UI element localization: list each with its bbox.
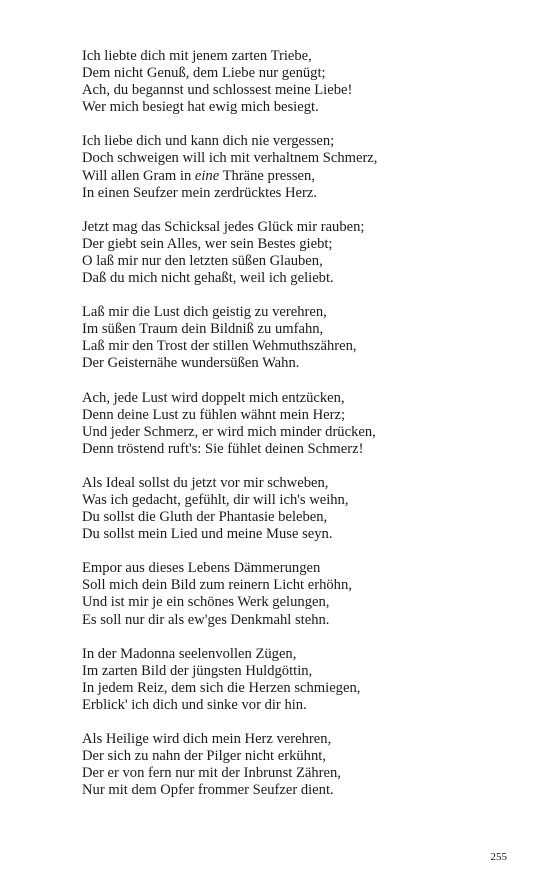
poem-line: Nur mit dem Opfer frommer Seufzer dient. bbox=[82, 782, 334, 799]
poem-line: Daß du mich nicht gehaßt, weil ich geliebt. bbox=[82, 270, 334, 287]
poem-line: Erblick' ich dich und sinke vor dir hin. bbox=[82, 696, 307, 713]
poem-line: In der Madonna seelenvollen Zügen, bbox=[82, 645, 297, 662]
poem-line: Du sollst mein Lied und meine Muse seyn. bbox=[82, 526, 333, 543]
stanza bbox=[82, 133, 522, 201]
poem-line: Was ich gedacht, gefühlt, dir will ich's weihn, bbox=[82, 491, 349, 508]
poem-line: Der er von fern nur mit der Inbrunst Zähren, bbox=[82, 765, 341, 782]
poem-line: Ach, jede Lust wird doppelt mich entzücken, bbox=[82, 389, 345, 406]
poem-line: Es soll nur dir als ew'ges Denkmahl stehn. bbox=[82, 611, 330, 628]
poem-line: Ich liebte dich mit jenem zarten Triebe, bbox=[82, 48, 312, 64]
emphasized-word: eine bbox=[194, 167, 220, 184]
poem-line: Der Geisternähe wundersüßen Wahn. bbox=[82, 355, 300, 372]
stanza bbox=[82, 646, 522, 714]
page-number: 255 bbox=[490, 851, 507, 863]
poem-line: In jedem Reiz, dem sich die Herzen schmiegen, bbox=[82, 679, 361, 696]
poem-line: Im süßen Traum dein Bildniß zu umfahn, bbox=[82, 321, 324, 338]
poem-line: Als Heilige wird dich mein Herz verehren, bbox=[82, 731, 332, 747]
poem-text bbox=[82, 48, 522, 816]
poem-line: In einen Seufzer mein zerdrücktes Herz. bbox=[82, 184, 318, 201]
poem-line: Und ist mir je ein schönes Werk gelungen, bbox=[82, 594, 330, 611]
poem-line: Der giebt sein Alles, wer sein Bestes giebt; bbox=[82, 235, 333, 252]
poem-line: Und jeder Schmerz, er wird mich minder drücken, bbox=[82, 423, 376, 440]
poem-line: Dem nicht Genuß, dem Liebe nur genügt; bbox=[82, 65, 326, 82]
poem-line: Im zarten Bild der jüngsten Huldgöttin, bbox=[82, 662, 313, 679]
poem-line: Laß mir den Trost der stillen Wehmuthszähren, bbox=[82, 338, 357, 355]
poem-line bbox=[82, 168, 522, 185]
poem-line: O laß mir nur den letzten süßen Glauben, bbox=[82, 252, 323, 269]
poem-line: Du sollst die Gluth der Phantasie beleben, bbox=[82, 509, 328, 526]
poem-line: Jetzt mag das Schicksal jedes Glück mir rauben; bbox=[82, 218, 365, 235]
stanza bbox=[82, 48, 522, 116]
poem-line: Laß mir die Lust dich geistig zu verehren, bbox=[82, 304, 327, 321]
stanza bbox=[82, 219, 522, 287]
poem-line: Soll mich dein Bild zum reinern Licht erhöhn, bbox=[82, 577, 352, 594]
stanza bbox=[82, 304, 522, 372]
poem-line: Als Ideal sollst du jetzt vor mir schweben, bbox=[82, 474, 329, 491]
poem-line: Denn deine Lust zu fühlen wähnt mein Herz; bbox=[82, 406, 346, 423]
stanza bbox=[82, 731, 522, 799]
poem-line: Denn tröstend ruft's: Sie fühlet deinen Schmerz! bbox=[82, 440, 364, 457]
poem-line: Ach, du begannst und schlossest meine Liebe! bbox=[82, 82, 353, 99]
stanza bbox=[82, 475, 522, 543]
stanza bbox=[82, 560, 522, 628]
stanza bbox=[82, 390, 522, 458]
line-segment: Thräne pressen, bbox=[219, 167, 315, 184]
line-segment: Will allen Gram in bbox=[82, 167, 195, 184]
poem-line: Der sich zu nahn der Pilger nicht erkühnt, bbox=[82, 748, 326, 765]
poem-line: Empor aus dieses Lebens Dämmerungen bbox=[82, 560, 321, 577]
poem-line: Wer mich besiegt hat ewig mich besiegt. bbox=[82, 99, 319, 116]
poem-line: Ich liebe dich und kann dich nie vergessen; bbox=[82, 133, 335, 150]
poem-line: Doch schweigen will ich mit verhaltnem Schmerz, bbox=[82, 150, 378, 167]
